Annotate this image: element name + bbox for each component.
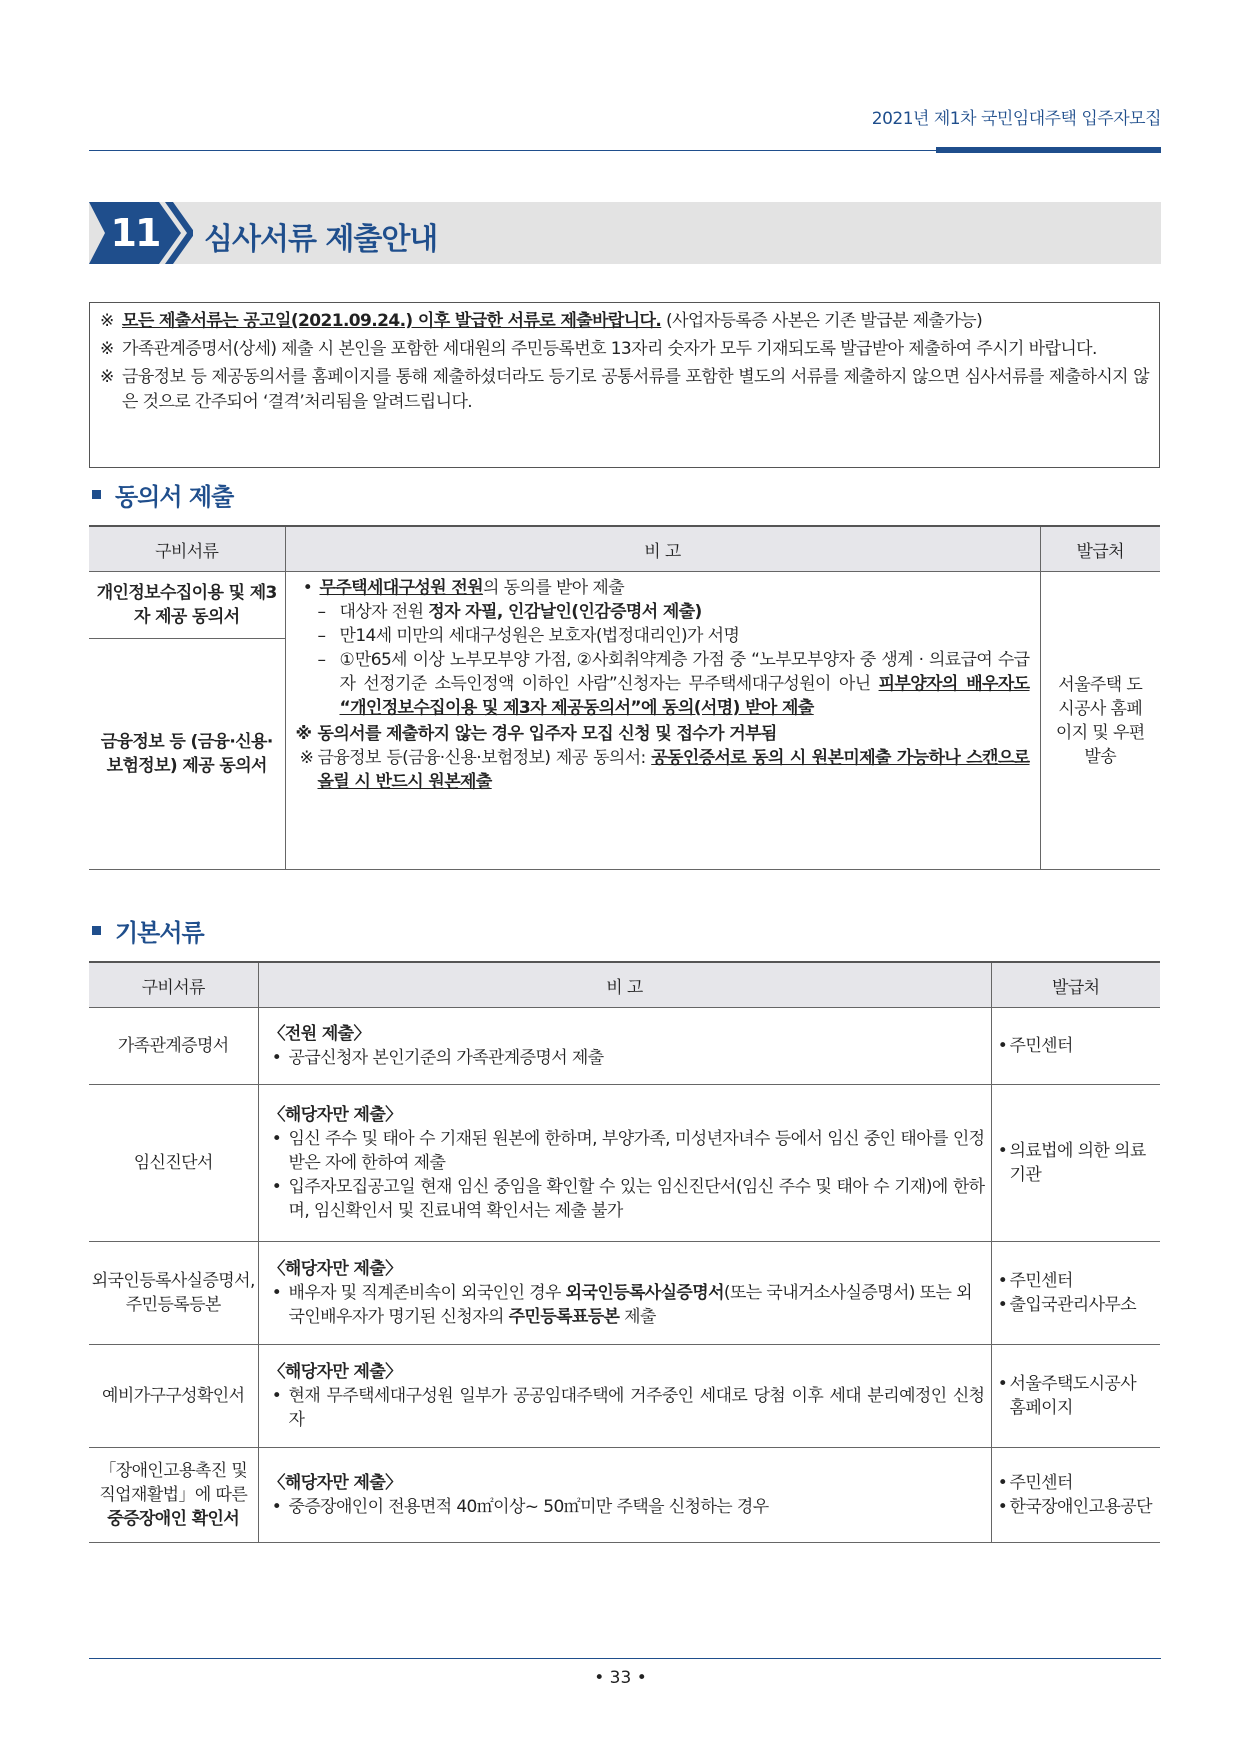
doc-cell: 가족관계증명서	[89, 1008, 258, 1085]
notice-mark: ※	[100, 311, 114, 331]
table-row	[89, 1448, 1160, 1543]
note-text: ①만65세 이상 노부모부양 가점, ②사회취약계층 가점 중 “노부모부양자 중 생계 · 의료급여 수급자 선정기준 소득인정액 이하인 사람”신청자는 무주택세대구성원이 아닌	[339, 650, 1030, 694]
doc-cell: 예비가구구성확인서	[89, 1345, 258, 1448]
note-text: 현재 무주택세대구성원 일부가 공공임대주택에 거주중인 세대로 당첨 이후 세대 분리예정인 신청자	[288, 1386, 985, 1430]
note-text: 대상자 전원	[339, 602, 429, 622]
notice-mark: ※	[100, 339, 114, 359]
bullet-icon: •	[997, 1295, 1008, 1315]
col-header-note: 비 고	[258, 962, 991, 1008]
bullet-icon: •	[271, 1129, 282, 1149]
issuer-item	[996, 1139, 1157, 1187]
list-item	[265, 1127, 985, 1175]
issuer-cell	[991, 1008, 1160, 1085]
issuer-text: 한국장애인고용공단	[1009, 1497, 1152, 1517]
bullet-icon: •	[271, 1283, 282, 1303]
list-item	[296, 576, 1030, 600]
note-text: 중증장애인이 전용면적 40㎡이상~ 50㎡미만 주택을 신청하는 경우	[288, 1497, 769, 1517]
table-header-row	[89, 526, 1160, 572]
doc-cell	[89, 1448, 258, 1543]
col-header-issuer: 발급처	[991, 962, 1160, 1008]
emphasis-text: 공동인증서로 동의 시 원본미제출 가능하나 스캔으로 올릴 시 반드시 원본제출	[317, 748, 1030, 792]
section-badge	[89, 202, 193, 264]
submit-label: 〈전원 제출〉	[268, 1024, 370, 1044]
list-item	[296, 648, 1030, 720]
bullet-icon: •	[997, 1036, 1008, 1056]
issuer-text: 주민센터	[1009, 1473, 1073, 1493]
list-item	[296, 746, 1030, 794]
doc-emphasis: 중증장애인 확인서	[107, 1509, 240, 1529]
table-row	[89, 572, 1160, 639]
issuer-item	[996, 1034, 1157, 1058]
square-bullet-icon	[92, 490, 101, 499]
note-mark: ※	[295, 724, 312, 744]
list-item	[296, 600, 1030, 624]
square-bullet-icon	[92, 926, 101, 935]
issuer-item	[996, 1372, 1157, 1420]
footer-rule	[89, 1658, 1161, 1659]
consent-heading	[92, 477, 233, 512]
table-row	[89, 1085, 1160, 1242]
list-item	[265, 1281, 985, 1329]
notice-emphasis: 모든 제출서류는 공고일(2021.09.24.) 이후 발급한 서류로 제출바랍니다.	[122, 311, 662, 331]
dash-icon: –	[317, 602, 326, 622]
table-row	[89, 1345, 1160, 1448]
notice-item	[100, 309, 1149, 334]
page-number: • 33 •	[594, 1668, 647, 1688]
consent-table	[89, 525, 1160, 870]
dash-icon: –	[317, 650, 326, 670]
notice-text: (사업자등록증 사본은 기존 발급분 제출가능)	[661, 311, 983, 331]
issuer-cell	[991, 1085, 1160, 1242]
emphasis-text: 피부양자의 배우자도 “개인정보수집이용 및 제3자 제공동의서”에 동의(서명) 받아 제출	[339, 674, 1030, 718]
note-cell	[258, 1008, 991, 1085]
running-header-title: 2021년 제1차 국민임대주택 입주자모집	[871, 109, 1161, 129]
notice-item	[100, 337, 1149, 362]
issuer-text: 서울주택도시공사 홈페이지	[1009, 1374, 1137, 1418]
bullet-icon: •	[271, 1497, 282, 1517]
section-number: 11	[110, 211, 160, 255]
note-text: 동의서를 제출하지 않는 경우 입주자 모집 신청 및 접수가 거부됨	[317, 724, 777, 744]
table-row	[89, 1008, 1160, 1085]
list-item	[265, 1495, 985, 1519]
emphasis-text: 무주택세대구성원 전원	[319, 578, 484, 598]
submit-label: 〈해당자만 제출〉	[268, 1105, 402, 1125]
basic-heading	[92, 913, 204, 948]
col-header-note: 비 고	[285, 526, 1040, 572]
note-cell	[258, 1345, 991, 1448]
doc-cell: 임신진단서	[89, 1085, 258, 1242]
notice-text: 금융정보 등 제공동의서를 홈페이지를 통해 제출하셨더라도 등기로 공통서류를 포함한 별도의 서류를 제출하지 않으면 심사서류를 제출하시지 않은 것으로 간주되어 ‘결격’처리됨을 알려드립니다.	[122, 367, 1149, 412]
col-header-doc: 구비서류	[89, 526, 285, 572]
bullet-icon: •	[997, 1497, 1008, 1517]
header-accent-bar	[936, 147, 1161, 153]
note-cell	[258, 1085, 991, 1242]
notice-text: 가족관계증명서(상세) 제출 시 본인을 포함한 세대원의 주민등록번호 13자리 숫자가 모두 기재되도록 발급받아 제출하여 주시기 바랍니다.	[122, 339, 1097, 359]
bullet-icon: •	[997, 1271, 1008, 1291]
table-row	[89, 1242, 1160, 1345]
consent-heading-text: 동의서 제출	[115, 483, 234, 511]
bullet-icon: •	[271, 1177, 282, 1197]
bullet-icon: •	[997, 1141, 1008, 1161]
submit-label: 〈해당자만 제출〉	[268, 1259, 402, 1279]
issuer-cell	[991, 1242, 1160, 1345]
issuer-item	[996, 1495, 1157, 1519]
col-header-issuer: 발급처	[1040, 526, 1160, 572]
issuer-item	[996, 1269, 1157, 1293]
notice-box	[89, 302, 1160, 468]
note-text: 배우자 및 직계존비속이 외국인인 경우	[288, 1283, 566, 1303]
emphasis-text: 외국인등록사실증명서	[565, 1283, 724, 1303]
note-mark: ※	[299, 748, 314, 768]
note-text: 의 동의를 받아 제출	[483, 578, 625, 598]
dash-icon: –	[317, 626, 326, 646]
note-cell	[285, 572, 1040, 870]
table-header-row	[89, 962, 1160, 1008]
issuer-text: 주민센터	[1009, 1036, 1073, 1056]
doc-cell: 개인정보수집이용 및 제3자 제공 동의서	[89, 572, 285, 639]
issuer-cell	[991, 1345, 1160, 1448]
basic-table	[89, 961, 1160, 1543]
bullet-icon: •	[997, 1374, 1008, 1394]
note-text: 제출	[619, 1307, 656, 1327]
basic-heading-text: 기본서류	[115, 919, 204, 947]
issuer-cell: 서울주택 도시공사 홈페이지 및 우편발송	[1040, 572, 1160, 870]
list-item	[296, 624, 1030, 648]
bullet-icon: •	[271, 1048, 282, 1068]
issuer-text: 출입국관리사무소	[1009, 1295, 1137, 1315]
doc-cell: 외국인등록사실증명서, 주민등록등본	[89, 1242, 258, 1345]
issuer-cell	[991, 1448, 1160, 1543]
notice-item	[100, 365, 1149, 415]
section-title: 심사서류 제출안내	[204, 222, 438, 257]
bullet-icon: •	[271, 1386, 282, 1406]
note-text: (또는 국내거소사실증명서) 또는 외국인배우자가 명기된 신청자의	[288, 1283, 972, 1327]
note-cell	[258, 1242, 991, 1345]
notice-mark: ※	[100, 367, 114, 387]
note-text: 공급신청자 본인기준의 가족관계증명서 제출	[288, 1048, 604, 1068]
note-text: 금융정보 등(금융·신용·보험정보) 제공 동의서:	[317, 748, 652, 768]
submit-label: 〈해당자만 제출〉	[268, 1362, 402, 1382]
doc-text: 「장애인고용촉진 및 직업재활법」에 따른	[99, 1461, 248, 1505]
issuer-item	[996, 1471, 1157, 1495]
bullet-icon: •	[302, 578, 313, 598]
emphasis-text: 정자 자필, 인감날인(인감증명서 제출)	[428, 602, 702, 622]
issuer-item	[996, 1293, 1157, 1317]
list-item	[265, 1046, 985, 1070]
emphasis-text: 주민등록표등본	[508, 1307, 620, 1327]
list-item	[296, 722, 1030, 746]
doc-cell: 금융정보 등 (금융·신용·보험정보) 제공 동의서	[89, 639, 285, 870]
issuer-text: 의료법에 의한 의료기관	[1009, 1141, 1146, 1185]
note-text: 입주자모집공고일 현재 임신 중임을 확인할 수 있는 임신진단서(임신 주수 및 태아 수 기재)에 한하며, 임신확인서 및 진료내역 확인서는 제출 불가	[288, 1177, 985, 1221]
note-text: 만14세 미만의 세대구성원은 보호자(법정대리인)가 서명	[339, 626, 740, 646]
list-item	[265, 1175, 985, 1223]
issuer-text: 주민센터	[1009, 1271, 1073, 1291]
list-item	[265, 1384, 985, 1432]
note-cell	[258, 1448, 991, 1543]
bullet-icon: •	[997, 1473, 1008, 1493]
note-text: 임신 주수 및 태아 수 기재된 원본에 한하며, 부양가족, 미성년자녀수 등에서 임신 중인 태아를 인정받은 자에 한하여 제출	[288, 1129, 985, 1173]
submit-label: 〈해당자만 제출〉	[268, 1473, 402, 1493]
col-header-doc: 구비서류	[89, 962, 258, 1008]
